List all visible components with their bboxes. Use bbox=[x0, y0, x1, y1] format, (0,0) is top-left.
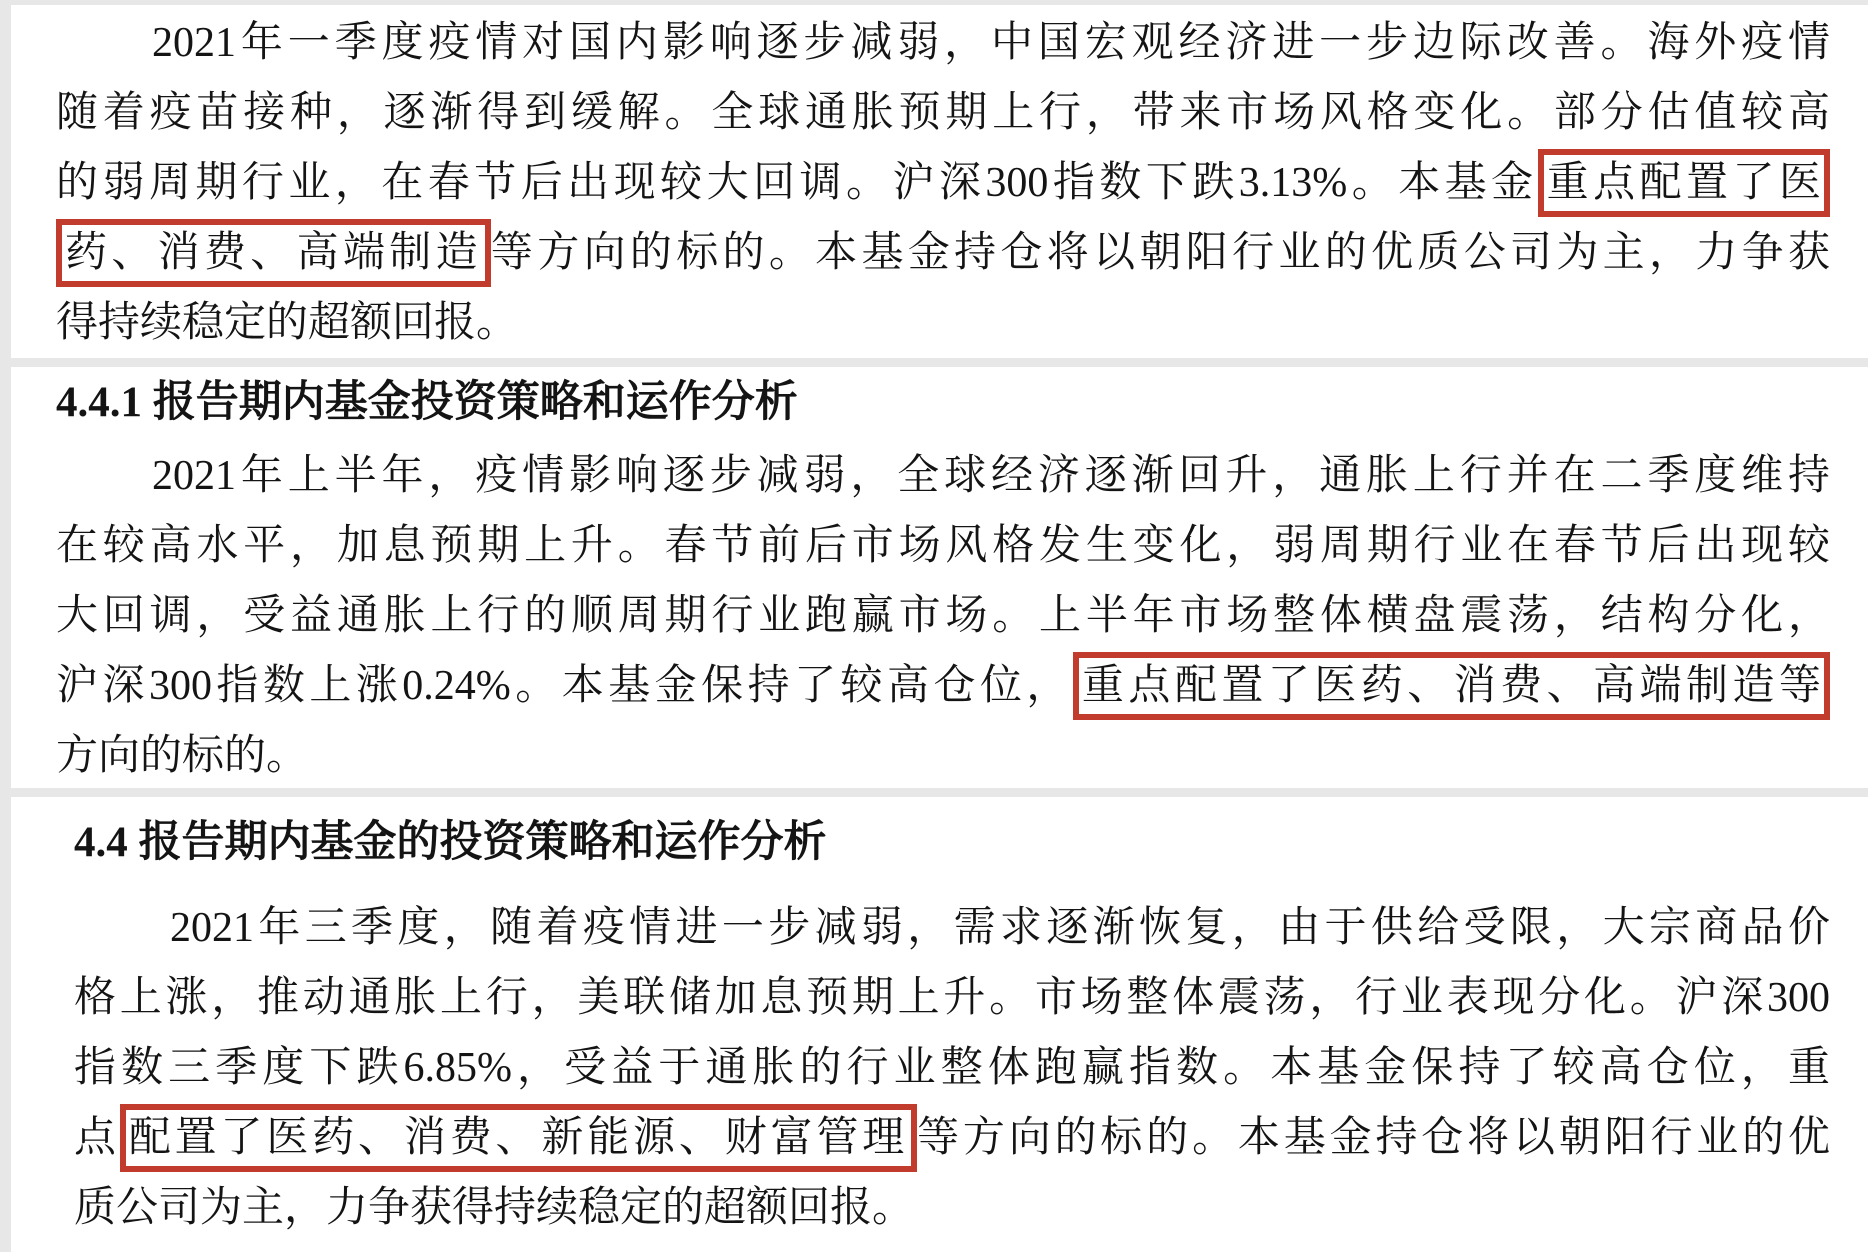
text-line bbox=[74, 1033, 1830, 1103]
text-segment: 大回调，受益通胀上行的顺周期行业跑赢市场。上半年市场整体横盘震荡，结构分化， bbox=[56, 593, 1830, 639]
text-segment: 指数三季度下跌6.85%，受益于通胀的行业整体跑赢指数。本基金保持了较高仓位，重 bbox=[74, 1045, 1830, 1091]
text-segment: 点 bbox=[74, 1115, 120, 1161]
text-line bbox=[56, 721, 1830, 791]
text-line bbox=[56, 78, 1830, 148]
section-heading: 4.4 报告期内基金的投资策略和运作分析 bbox=[74, 819, 827, 866]
highlight-box: 重点配置了医 bbox=[1538, 149, 1830, 217]
text-line bbox=[56, 511, 1830, 581]
text-segment: 在较高水平，加息预期上升。春节前后市场风格发生变化，弱周期行业在春节后出现较 bbox=[56, 523, 1830, 569]
text-line bbox=[74, 963, 1830, 1033]
text-line bbox=[56, 441, 1830, 511]
text-segment: 的弱周期行业，在春节后出现较大回调。沪深300指数下跌3.13%。本基金 bbox=[56, 160, 1538, 206]
text-segment: 方向的标的。 bbox=[56, 733, 309, 779]
highlight-box: 重点配置了医药、消费、高端制造等 bbox=[1073, 652, 1830, 720]
paragraph bbox=[56, 893, 1830, 1243]
text-line bbox=[74, 1103, 1830, 1173]
text-segment: 随着疫苗接种，逐渐得到缓解。全球通胀预期上行，带来市场风格变化。部分估值较高 bbox=[56, 90, 1830, 136]
text-line bbox=[56, 651, 1830, 721]
text-segment: 质公司为主，力争获得持续稳定的超额回报。 bbox=[74, 1185, 915, 1231]
text-line bbox=[56, 148, 1830, 218]
text-segment: 2021年三季度，随着疫情进一步减弱，需求逐渐恢复，由于供给受限，大宗商品价 bbox=[170, 905, 1830, 951]
text-segment: 2021年一季度疫情对国内影响逐步减弱，中国宏观经济进一步边际改善。海外疫情 bbox=[152, 20, 1830, 66]
highlight-box: 配置了医药、消费、新能源、财富管理 bbox=[120, 1104, 917, 1172]
section-heading: 4.4.1 报告期内基金投资策略和运作分析 bbox=[56, 379, 798, 426]
text-line bbox=[56, 218, 1830, 288]
text-line bbox=[56, 581, 1830, 651]
text-segment: 得持续稳定的超额回报。 bbox=[56, 300, 519, 346]
highlight-box: 药、消费、高端制造 bbox=[56, 219, 491, 287]
text-segment: 沪深300指数上涨0.24%。本基金保持了较高仓位， bbox=[56, 663, 1073, 709]
text-line bbox=[56, 288, 1830, 358]
text-segment: 格上涨，推动通胀上行，美联储加息预期上升。市场整体震荡，行业表现分化。沪深300 bbox=[74, 975, 1830, 1021]
text-segment: 2021年上半年，疫情影响逐步减弱，全球经济逐渐回升，通胀上行并在二季度维持 bbox=[152, 453, 1830, 499]
text-line bbox=[56, 8, 1830, 78]
text-segment: 等方向的标的。本基金持仓将以朝阳行业的优 bbox=[917, 1115, 1830, 1161]
text-line bbox=[74, 1173, 1830, 1243]
text-segment: 等方向的标的。本基金持仓将以朝阳行业的优质公司为主，力争获 bbox=[490, 230, 1830, 276]
paragraph bbox=[56, 8, 1830, 358]
paragraph bbox=[56, 441, 1830, 791]
text-line bbox=[74, 893, 1830, 963]
